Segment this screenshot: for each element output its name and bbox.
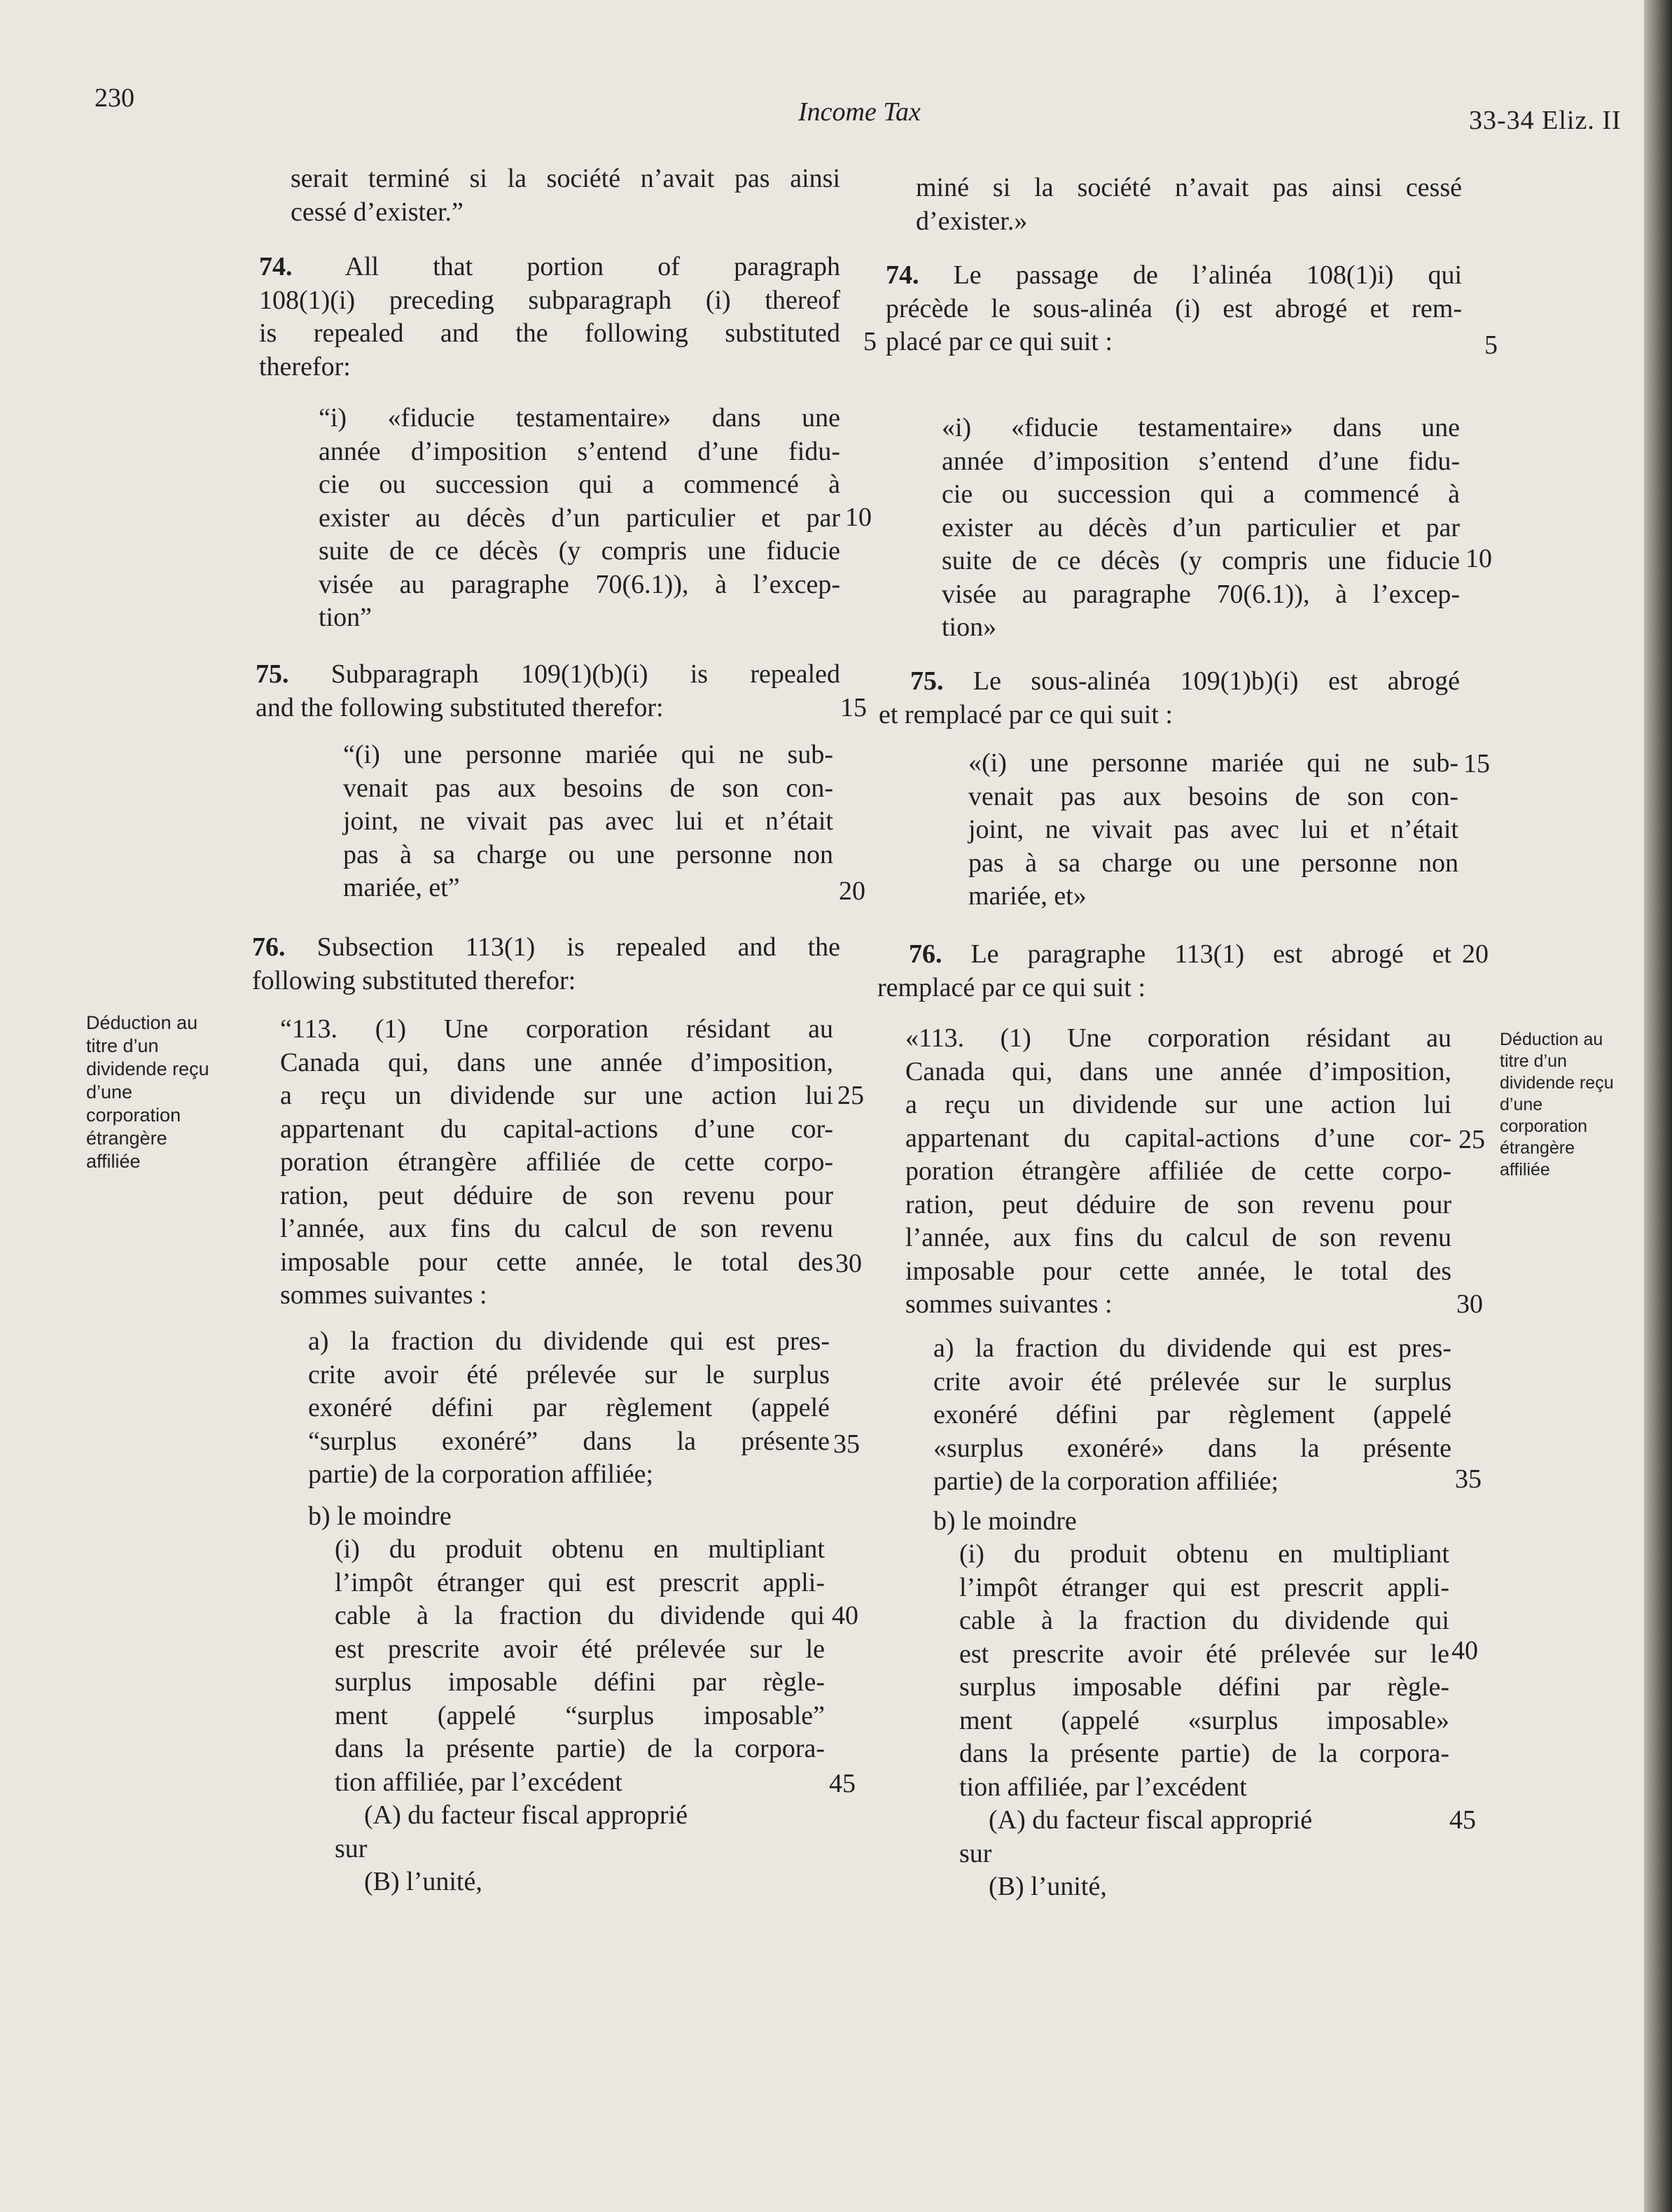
right-quote-74 (942, 412, 1460, 645)
text-line: tion” (319, 603, 372, 632)
text-line: crite avoir été prélevée sur le surplus (308, 1359, 830, 1390)
text-line: «(i) une personne mariée qui ne sub- (968, 748, 1458, 778)
text-line: Le passage de l’alinéa 108(1)i) qui (919, 260, 1462, 290)
text-line: is repealed and the following substituted (259, 318, 840, 348)
section-number: 76. (909, 939, 942, 969)
text-line: crite avoir été prélevée sur le surplus (933, 1366, 1451, 1396)
text-line: l’année, aux fins du calcul de son revenu (280, 1214, 833, 1243)
text-line: (A) du facteur fiscal approprié (989, 1805, 1313, 1835)
line-number: 5 (1484, 330, 1498, 360)
left-para-b (308, 1500, 830, 1534)
text-line: following substituted therefor: (252, 965, 576, 995)
text-line: (i) du produit obtenu en multipliant (959, 1539, 1449, 1569)
text-line: exonéré défini par règlement (appelé (933, 1400, 1451, 1429)
right-clauses (959, 1804, 1449, 1904)
right-quote-75 (968, 747, 1458, 913)
text-line: joint, ne vivait pas avec lui et n’était (343, 806, 833, 836)
line-number: 5 (863, 327, 877, 356)
section-number: 75. (256, 659, 289, 689)
text-line: Le sous-alinéa 109(1)b)(i) est abrogé (943, 666, 1460, 696)
text-line: appartenant du capital-actions d’une cor- (905, 1123, 1451, 1153)
text-line: All that portion of paragraph (292, 252, 840, 281)
left-section-75 (256, 658, 840, 724)
text-line: sommes suivantes : (905, 1289, 1113, 1319)
text-line: surplus imposable défini par règle- (335, 1667, 825, 1697)
text-line: Subsection 113(1) is repealed and the (285, 932, 840, 962)
text-line: cie ou succession qui a commencé à (319, 470, 840, 499)
line-number: 15 (1463, 749, 1490, 778)
text-line: cie ou succession qui a commencé à (942, 479, 1460, 509)
text-line: ment (appelé «surplus imposable» (959, 1705, 1449, 1735)
left-quote-75 (343, 738, 833, 905)
text-line: surplus imposable défini par règle- (959, 1672, 1449, 1702)
text-line: Le paragraphe 113(1) est abrogé et (942, 939, 1451, 969)
margin-note-left: Déduction au titre d’un dividende reçu d’une corporation étrangère affiliée (86, 1012, 209, 1172)
text-line: visée au paragraphe 70(6.1)), à l’excep- (942, 579, 1460, 609)
text-line: (i) du produit obtenu en multipliant (335, 1534, 825, 1564)
section-number: 74. (886, 260, 919, 290)
text-line: dans la présente partie) de la corpora- (335, 1734, 825, 1763)
line-number: 40 (1451, 1636, 1478, 1665)
text-line: serait terminé si la société n’avait pas ainsi (291, 164, 840, 193)
right-para-b (933, 1505, 1451, 1539)
text-line: exister au décès d’un particulier et par (942, 512, 1460, 542)
text-line: 108(1)(i) preceding subparagraph (i) thereof (259, 285, 840, 315)
text-line: suite de ce décès (y compris une fiducie (942, 546, 1460, 575)
section-number: 74. (259, 252, 293, 281)
section-number: 76. (252, 932, 286, 962)
text-line: année d’imposition s’entend d’une fidu- (319, 436, 840, 466)
text-line: placé par ce qui suit : (886, 327, 1113, 356)
page-number: 230 (95, 83, 134, 113)
text-line: l’année, aux fins du calcul de son revenu (905, 1223, 1451, 1252)
text-line: est prescrite avoir été prélevée sur le (959, 1639, 1449, 1669)
text-line: a) la fraction du dividende qui est pres- (933, 1334, 1451, 1363)
right-section-76 (877, 938, 1451, 1004)
text-line: cable à la fraction du dividende qui (959, 1606, 1449, 1635)
text-line: “113. (1) Une corporation résidant au (280, 1014, 833, 1044)
text-line: précède le sous-alinéa (i) est abrogé et rem- (886, 293, 1462, 323)
text-line: mariée, et» (968, 881, 1087, 911)
line-number: 20 (1462, 939, 1489, 969)
text-line: cable à la fraction du dividende qui (335, 1601, 825, 1630)
text-line: “i) «fiducie testamentaire» dans une (319, 403, 840, 433)
text-line: ment (appelé “surplus imposable” (335, 1700, 825, 1730)
text-line: d’exister.» (916, 206, 1028, 236)
line-number: 10 (845, 503, 872, 532)
text-line: «i) «fiducie testamentaire» dans une (942, 413, 1460, 442)
left-quote-74 (319, 402, 840, 635)
text-line: b) le moindre (933, 1506, 1077, 1536)
left-subpara-b-i (335, 1533, 825, 1799)
line-number: 45 (1449, 1805, 1476, 1835)
text-line: joint, ne vivait pas avec lui et n’était (968, 815, 1458, 844)
text-line: “surplus exonéré” dans la présente (308, 1426, 830, 1456)
line-number: 30 (835, 1249, 862, 1278)
text-line: année d’imposition s’entend d’une fidu- (942, 446, 1460, 476)
text-line: ration, peut déduire de son revenu pour (905, 1189, 1451, 1219)
text-line: suite de ce décès (y compris une fiducie (319, 536, 840, 566)
text-line: Subparagraph 109(1)(b)(i) is repealed (288, 659, 840, 689)
text-line: a reçu un dividende sur une action lui (280, 1081, 833, 1110)
text-line: mariée, et” (343, 873, 460, 902)
text-line: (A) du facteur fiscal approprié (364, 1800, 688, 1830)
text-line: pas à sa charge ou une personne non (343, 839, 833, 869)
line-number: 25 (1458, 1125, 1485, 1154)
running-title: Income Tax (798, 97, 921, 127)
left-para-a (308, 1325, 830, 1492)
text-line: l’impôt étranger qui est prescrit appli- (335, 1567, 825, 1597)
line-number: 35 (833, 1429, 860, 1459)
right-section-75 (879, 665, 1460, 732)
text-line: et remplacé par ce qui suit : (879, 699, 1173, 729)
text-line: venait pas aux besoins de son con- (343, 773, 833, 803)
text-line: imposable pour cette année, le total des (280, 1247, 833, 1277)
line-number: 35 (1455, 1464, 1482, 1494)
left-section-76 (252, 931, 840, 997)
text-line: «surplus exonéré» dans la présente (933, 1433, 1451, 1463)
text-line: est prescrite avoir été prélevée sur le (335, 1634, 825, 1664)
text-line: cessé d’exister.” (291, 197, 464, 227)
line-number: 10 (1465, 544, 1492, 573)
text-line: exonéré défini par règlement (appelé (308, 1393, 830, 1422)
text-line: tion» (942, 612, 997, 642)
text-line: Canada qui, dans une année d’imposition, (905, 1056, 1451, 1086)
text-line: exister au décès d’un particulier et par (319, 503, 840, 533)
text-line: and the following substituted therefor: (256, 692, 664, 722)
text-line: venait pas aux besoins de son con- (968, 781, 1458, 811)
line-number: 20 (839, 876, 865, 906)
text-line: “(i) une personne mariée qui ne sub- (343, 740, 833, 769)
left-section-74 (259, 251, 840, 384)
text-line: b) le moindre (308, 1502, 452, 1531)
text-line: visée au paragraphe 70(6.1)), à l’excep- (319, 569, 840, 599)
section-number: 75. (910, 666, 944, 696)
left-quote-113 (280, 1013, 833, 1312)
margin-note-right: Déduction au titre d’un dividende reçu d’une corporation étrangère affiliée (1500, 1030, 1614, 1180)
text-line: miné si la société n’avait pas ainsi cessé (916, 173, 1462, 202)
text-line: «113. (1) Une corporation résidant au (905, 1023, 1451, 1053)
text-line: pas à sa charge ou une personne non (968, 848, 1458, 878)
text-line: tion affiliée, par l’excédent (335, 1767, 622, 1797)
text-line: appartenant du capital-actions d’une cor- (280, 1114, 833, 1144)
line-number: 45 (829, 1769, 856, 1798)
text-line: Canada qui, dans une année d’imposition, (280, 1047, 833, 1077)
text-line: sur (959, 1838, 992, 1868)
right-section-74 (886, 259, 1462, 359)
text-line: therefor: (259, 351, 351, 382)
text-line: sur (335, 1833, 368, 1863)
text-line: poration étrangère affiliée de cette corpo- (905, 1156, 1451, 1186)
text-line: imposable pour cette année, le total des (905, 1256, 1451, 1286)
text-line: dans la présente partie) de la corpora- (959, 1739, 1449, 1768)
line-number: 25 (837, 1081, 864, 1110)
text-line: a) la fraction du dividende qui est pres- (308, 1326, 830, 1356)
text-line: poration étrangère affiliée de cette corpo- (280, 1147, 833, 1177)
left-intro (291, 162, 840, 229)
right-intro (916, 172, 1462, 238)
text-line: (B) l’unité, (364, 1867, 482, 1896)
right-quote-113 (905, 1022, 1451, 1322)
text-line: partie) de la corporation affiliée; (933, 1466, 1279, 1496)
text-line: tion affiliée, par l’excédent (959, 1772, 1247, 1802)
text-line: remplacé par ce qui suit : (877, 972, 1146, 1002)
left-clauses (335, 1799, 825, 1899)
text-line: partie) de la corporation affiliée; (308, 1460, 654, 1489)
text-line: sommes suivantes : (280, 1280, 487, 1310)
line-number: 30 (1456, 1289, 1483, 1319)
line-number: 40 (832, 1601, 858, 1630)
text-line: l’impôt étranger qui est prescrit appli- (959, 1572, 1449, 1602)
right-para-a (933, 1332, 1451, 1499)
right-subpara-b-i (959, 1538, 1449, 1804)
page-edge-shadow (1644, 0, 1672, 2212)
line-number: 15 (840, 693, 867, 722)
text-line: (B) l’unité, (989, 1872, 1107, 1901)
text-line: a reçu un dividende sur une action lui (905, 1090, 1451, 1119)
text-line: ration, peut déduire de son revenu pour (280, 1180, 833, 1210)
volume-reference: 33-34 Eliz. II (1469, 106, 1622, 135)
